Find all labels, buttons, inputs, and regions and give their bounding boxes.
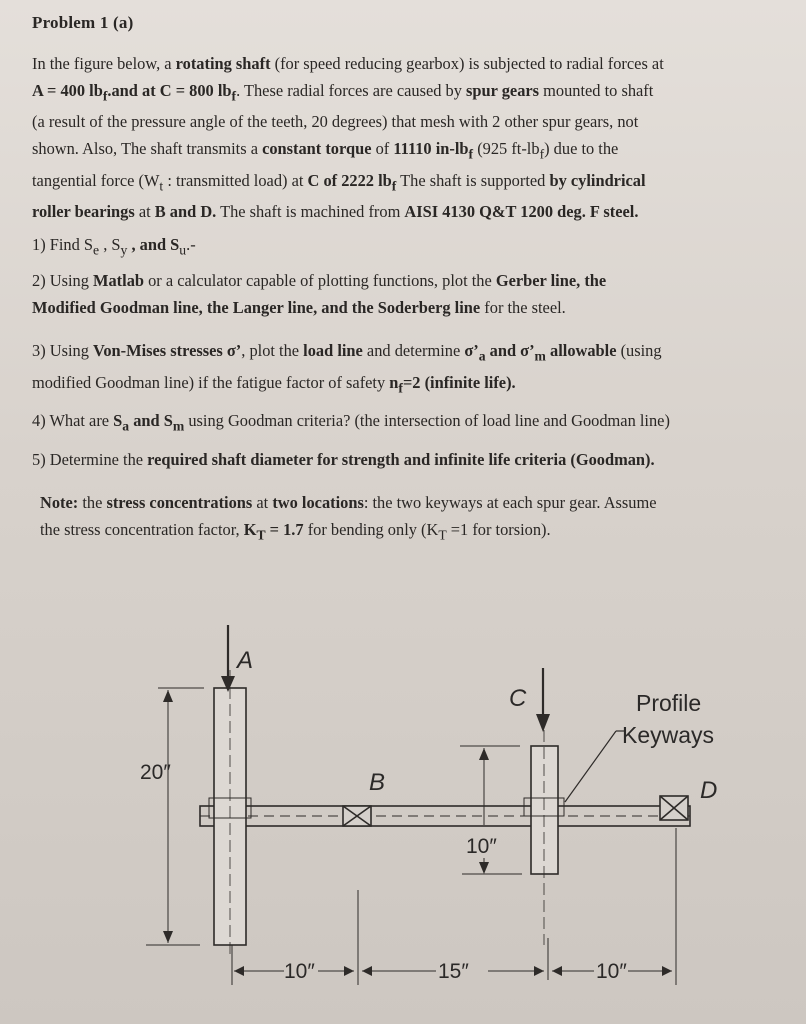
question-1: 1) Find $S_e$ , $S_y$ , and $S_u.-$ bbox=[32, 235, 196, 258]
note: Note: the stress concentrations at two locations: the two keyways at each spur gear. Assume the stress concentration factor, $K_T = 1.7$ for bending only ($K_T =1$ for torsion). bbox=[40, 493, 657, 542]
shaft-figure bbox=[0, 600, 806, 1024]
gear-c bbox=[531, 746, 558, 874]
problem-title: Problem 1 (a) bbox=[32, 13, 134, 32]
arrowhead-c bbox=[536, 714, 550, 732]
label-profile: Profile bbox=[636, 690, 702, 716]
dim-10-left-label: 10″ bbox=[284, 960, 315, 983]
intro-line-3: (a result of the pressure angle of the teeth, 20 degrees) that mesh with 2 other spur gears, not bbox=[32, 112, 639, 132]
question-2: 2) Using Matlab or a calculator capable of plotting functions, plot the Gerber line, the Modified Goodman line, the Langer line, and the Soderberg line for the steel. bbox=[32, 271, 607, 317]
arrowhead-10-bottom bbox=[479, 862, 489, 874]
problem-statement bbox=[32, 51, 782, 226]
dim-15-label: 15″ bbox=[438, 960, 469, 983]
dim-10-right-label: 10″ bbox=[596, 960, 627, 983]
label-b: B bbox=[369, 769, 386, 796]
intro-line-2: A = 400 $lb_f.and$ at C = 800 $lb_f$. These radial forces are caused by spur gears mounted to shaft bbox=[32, 80, 654, 103]
intro-line-1: In the figure below, a rotating shaft (for speed reducing gearbox) is subjected to radial forces at bbox=[32, 54, 664, 73]
question-5: 5) Determine the required shaft diameter for strength and infinite life criteria (Goodman). bbox=[32, 450, 655, 469]
label-d: D bbox=[700, 777, 718, 804]
label-a: A bbox=[237, 647, 254, 674]
question-4: 4) What are $S_a$ and $S_m$ using Goodman criteria? (the intersection of load line and Goodman line) bbox=[32, 411, 670, 434]
dim-10-gear-label: 10″ bbox=[466, 835, 497, 858]
keyway-leader bbox=[565, 731, 616, 802]
label-keyways: Keyways bbox=[622, 722, 715, 748]
intro-line-6: roller bearings at B and D. The shaft is machined from AISI 4130 Q&T 1200 deg. F steel. bbox=[32, 202, 639, 222]
intro-line-5: tangential force ($W_t$ : transmitted load) at C of 2222 $lb_f$ The shaft is supported by cylindrical bbox=[32, 170, 646, 193]
intro-line-4: shown. Also, The shaft transmits a constant torque of 11110 $in-lb_f$ (925 $ft-lb_f$) due to the bbox=[32, 138, 619, 162]
arrowhead-20-top bbox=[163, 690, 173, 702]
dim-20-label: 20″ bbox=[140, 761, 171, 784]
question-3: 3) Using Von-Mises stresses σ’, plot the load line and determine $\sigma’_a$ and $\sigma’_m$ allowable (using modified Goodman line) if the fatigue factor of safety $n_f=2$ (infinite life). bbox=[32, 341, 662, 396]
arrowhead-20-bottom bbox=[163, 931, 173, 943]
shaft-diagram bbox=[0, 600, 806, 1024]
label-c: C bbox=[509, 685, 527, 712]
arrowhead-10-top bbox=[479, 748, 489, 760]
